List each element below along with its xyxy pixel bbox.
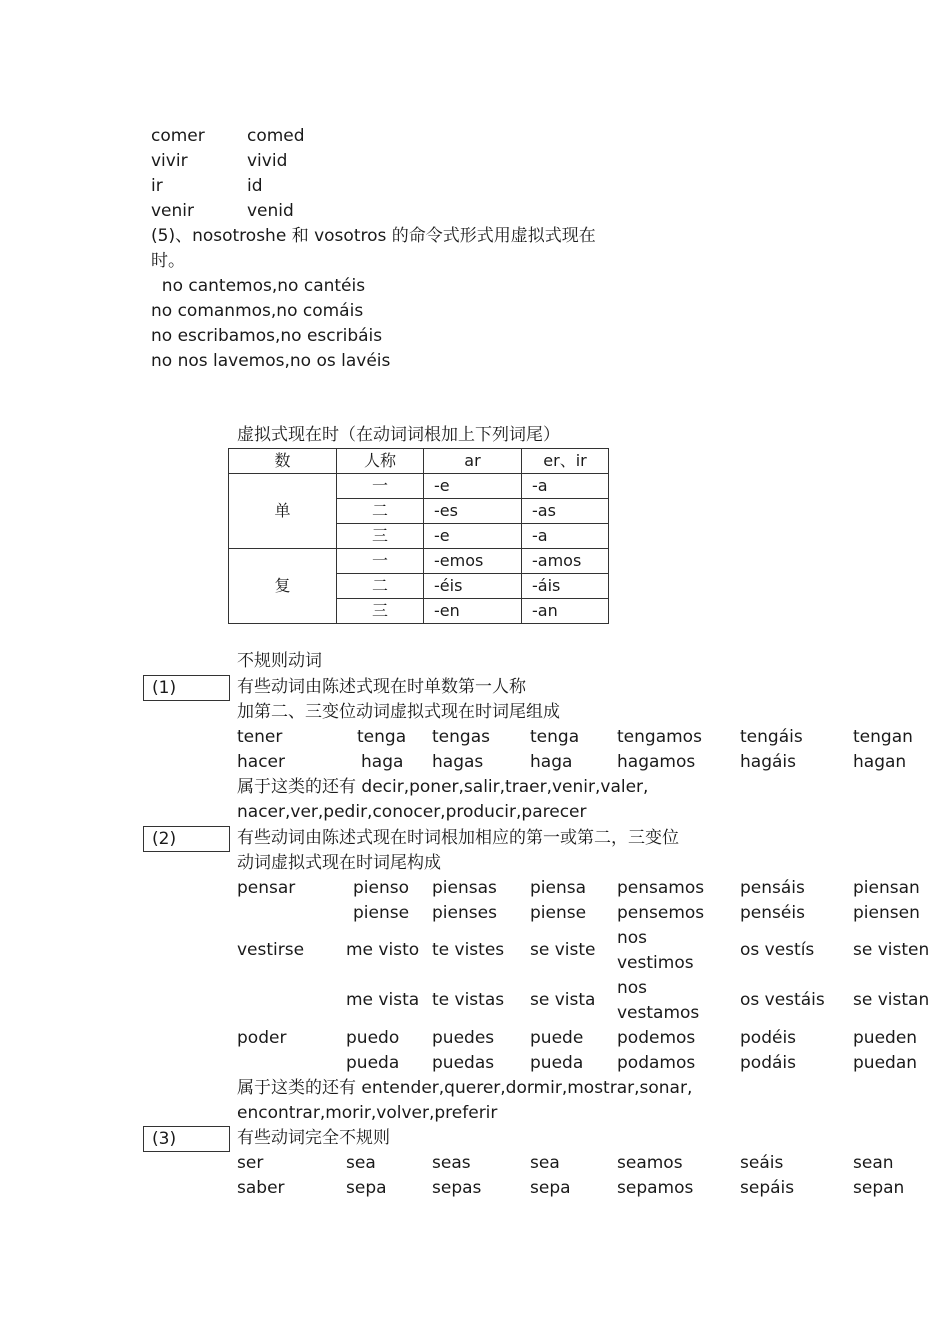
conjugation-form: sepa <box>346 1178 387 1198</box>
conjugation-form: tengas <box>432 727 490 747</box>
table-caption: 虚拟式现在时（在动词词根加上下列词尾） <box>237 425 560 445</box>
conjugation-form: tenga <box>530 727 580 747</box>
section-others: 属于这类的还有 entender,querer,dormir,mostrar,sonar, <box>237 1078 693 1098</box>
negative-example: no comanmos,no comáis <box>151 301 364 321</box>
infinitive: ir <box>151 176 163 196</box>
section-desc: 动词虚拟式现在时词尾构成 <box>237 853 441 873</box>
er-ir-ending: -a <box>522 524 609 549</box>
infinitive: comer <box>151 126 205 146</box>
section-others: encontrar,morir,volver,preferir <box>237 1103 498 1123</box>
conjugation-form: se viste <box>530 940 596 960</box>
conjugation-form: pueda <box>346 1053 400 1073</box>
section-label: (2) <box>152 829 177 849</box>
infinitive: vivir <box>151 151 188 171</box>
conjugation-form: puedo <box>346 1028 400 1048</box>
header-er-ir: er、ir <box>522 449 609 474</box>
conjugation-form: puedas <box>432 1053 495 1073</box>
conjugation-form: sean <box>853 1153 894 1173</box>
negative-example: no cantemos,no cantéis <box>151 276 366 296</box>
negative-example: no nos lavemos,no os lavéis <box>151 351 391 371</box>
conjugation-form: podemos <box>617 1028 696 1048</box>
section-desc: 有些动词由陈述式现在时词根加相应的第一或第二，三变位 <box>237 828 679 848</box>
conjugation-form: piensa <box>530 878 587 898</box>
section-label: (3) <box>152 1129 177 1149</box>
conjugation-form: nos vestimos <box>617 928 694 973</box>
number-cell: 单 <box>229 474 337 549</box>
conjugation-form: te vistas <box>432 990 505 1010</box>
section-label-box <box>143 675 230 701</box>
er-ir-ending: -áis <box>522 574 609 599</box>
header-person: 人称 <box>337 449 424 474</box>
conjugation-form: hagan <box>853 752 907 772</box>
conjugation-form: piensan <box>853 878 920 898</box>
conjugation-form: puedes <box>432 1028 495 1048</box>
conjugation-form: pienses <box>432 903 497 923</box>
person-cell: 三 <box>337 599 424 624</box>
ar-ending: -éis <box>424 574 522 599</box>
conjugation-form: tenga <box>357 727 407 747</box>
verb-infinitive: hacer <box>237 752 285 772</box>
conjugation-form: pensáis <box>740 878 805 898</box>
section-label: (1) <box>152 678 177 698</box>
conjugation-form: seamos <box>617 1153 683 1173</box>
conjugation-form: sea <box>530 1153 560 1173</box>
conjugation-form: sepáis <box>740 1178 795 1198</box>
conjugation-form: pueda <box>530 1053 584 1073</box>
person-cell: 一 <box>337 549 424 574</box>
conjugation-form: piensen <box>853 903 920 923</box>
conjugation-form: haga <box>361 752 404 772</box>
conjugation-form: haga <box>530 752 573 772</box>
conjugation-form: sepas <box>432 1178 482 1198</box>
conjugation-form: se vista <box>530 990 596 1010</box>
conjugation-form: pensemos <box>617 903 705 923</box>
header-ar: ar <box>424 449 522 474</box>
section-others: 属于这类的还有 decir,poner,salir,traer,venir,valer, <box>237 777 649 797</box>
ar-ending: -e <box>424 474 522 499</box>
conjugation-form: sea <box>346 1153 376 1173</box>
ar-ending: -en <box>424 599 522 624</box>
negative-example: no escribamos,no escribáis <box>151 326 383 346</box>
verb-infinitive: poder <box>237 1028 287 1048</box>
conjugation-form: piensas <box>432 878 497 898</box>
conjugation-form: se visten <box>853 940 930 960</box>
verb-infinitive: saber <box>237 1178 285 1198</box>
conjugation-form: sepa <box>530 1178 571 1198</box>
conjugation-form: tengáis <box>740 727 803 747</box>
conjugation-form: penséis <box>740 903 805 923</box>
conjugation-form: pienso <box>353 878 410 898</box>
conjugation-form: pensamos <box>617 878 705 898</box>
section-others: nacer,ver,pedir,conocer,producir,parecer <box>237 802 587 822</box>
number-cell: 复 <box>229 549 337 624</box>
conjugation-form: podamos <box>617 1053 696 1073</box>
person-cell: 一 <box>337 474 424 499</box>
conjugation-form: seáis <box>740 1153 784 1173</box>
endings-table <box>228 448 609 624</box>
infinitive: venir <box>151 201 195 221</box>
note-5-line-1: (5)、nosotroshe 和 vosotros 的命令式形式用虚拟式现在 <box>151 226 596 246</box>
imperative: comed <box>247 126 305 146</box>
conjugation-form: os vestáis <box>740 990 825 1010</box>
conjugation-form: tengan <box>853 727 913 747</box>
conjugation-form: nos vestamos <box>617 978 700 1023</box>
conjugation-form: tengamos <box>617 727 702 747</box>
imperative: venid <box>247 201 294 221</box>
section-desc: 加第二、三变位动词虚拟式现在时词尾组成 <box>237 702 560 722</box>
conjugation-form: podáis <box>740 1053 796 1073</box>
conjugation-form: piense <box>530 903 587 923</box>
conjugation-form: se vistan <box>853 990 930 1010</box>
conjugation-form: piense <box>353 903 410 923</box>
conjugation-form: pueden <box>853 1028 918 1048</box>
note-5-line-2: 时。 <box>151 251 185 271</box>
table-header-row <box>229 449 609 474</box>
conjugation-form: sepamos <box>617 1178 694 1198</box>
imperative: id <box>247 176 263 196</box>
er-ir-ending: -as <box>522 499 609 524</box>
header-number: 数 <box>229 449 337 474</box>
section-label-box <box>143 826 230 852</box>
table-row <box>229 549 609 574</box>
section-desc: 有些动词由陈述式现在时单数第一人称 <box>237 677 526 697</box>
verb-infinitive: pensar <box>237 878 296 898</box>
verb-infinitive: tener <box>237 727 283 747</box>
verb-infinitive: ser <box>237 1153 264 1173</box>
ar-ending: -e <box>424 524 522 549</box>
conjugation-form: me visto <box>346 940 420 960</box>
person-cell: 二 <box>337 499 424 524</box>
conjugation-form: me vista <box>346 990 420 1010</box>
conjugation-form: hagamos <box>617 752 696 772</box>
ar-ending: -emos <box>424 549 522 574</box>
conjugation-form: os vestís <box>740 940 815 960</box>
conjugation-form: sepan <box>853 1178 905 1198</box>
conjugation-form: podéis <box>740 1028 797 1048</box>
er-ir-ending: -a <box>522 474 609 499</box>
conjugation-form: puede <box>530 1028 584 1048</box>
conjugation-form: hagáis <box>740 752 796 772</box>
conjugation-form: hagas <box>432 752 484 772</box>
person-cell: 三 <box>337 524 424 549</box>
conjugation-form: te vistes <box>432 940 505 960</box>
verb-infinitive: vestirse <box>237 940 305 960</box>
conjugation-form: puedan <box>853 1053 918 1073</box>
irregular-title: 不规则动词 <box>237 651 322 671</box>
er-ir-ending: -an <box>522 599 609 624</box>
ar-ending: -es <box>424 499 522 524</box>
imperative: vivid <box>247 151 288 171</box>
section-desc: 有些动词完全不规则 <box>237 1128 390 1148</box>
conjugation-form: seas <box>432 1153 471 1173</box>
person-cell: 二 <box>337 574 424 599</box>
table-row <box>229 474 609 499</box>
section-label-box <box>143 1126 230 1152</box>
er-ir-ending: -amos <box>522 549 609 574</box>
